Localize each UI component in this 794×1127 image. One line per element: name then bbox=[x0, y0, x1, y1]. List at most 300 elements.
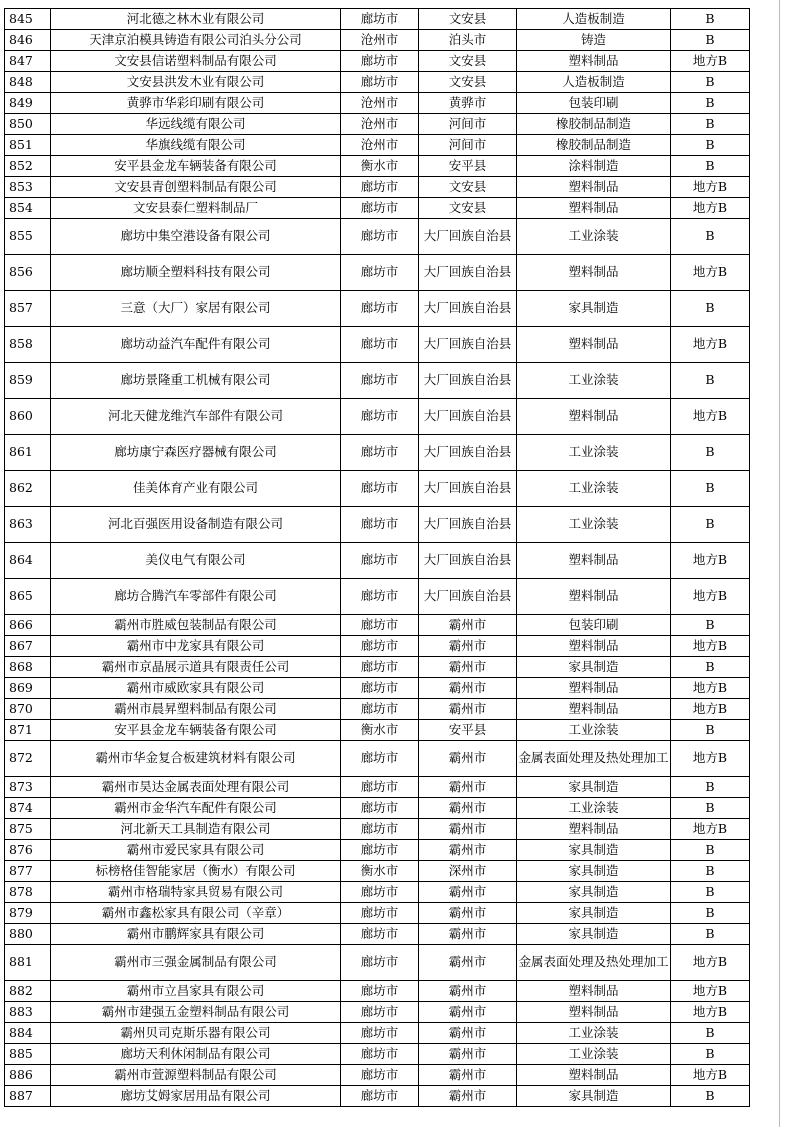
company-name-cell: 文安县泰仁塑料制品厂 bbox=[51, 198, 341, 219]
company-name-cell: 霸州市萱源塑料制品有限公司 bbox=[51, 1065, 341, 1086]
row-number-cell: 863 bbox=[5, 507, 51, 543]
city-cell: 廊坊市 bbox=[341, 657, 419, 678]
industry-cell: 家具制造 bbox=[517, 777, 671, 798]
row-number-cell: 882 bbox=[5, 981, 51, 1002]
table-row bbox=[5, 945, 750, 981]
table-row bbox=[5, 1002, 750, 1023]
city-cell: 廊坊市 bbox=[341, 327, 419, 363]
city-cell: 廊坊市 bbox=[341, 1023, 419, 1044]
enterprise-list-page bbox=[4, 8, 749, 1107]
performance-level-cell: B bbox=[671, 471, 750, 507]
city-cell: 廊坊市 bbox=[341, 678, 419, 699]
county-cell: 大厂回族自治县 bbox=[419, 543, 517, 579]
performance-level-cell: B bbox=[671, 93, 750, 114]
industry-cell: 工业涂装 bbox=[517, 363, 671, 399]
table-row bbox=[5, 981, 750, 1002]
performance-level-cell: 地方B bbox=[671, 255, 750, 291]
row-number-cell: 850 bbox=[5, 114, 51, 135]
city-cell: 廊坊市 bbox=[341, 882, 419, 903]
performance-level-cell: B bbox=[671, 861, 750, 882]
table-row bbox=[5, 1065, 750, 1086]
county-cell: 大厂回族自治县 bbox=[419, 471, 517, 507]
industry-cell: 工业涂装 bbox=[517, 219, 671, 255]
performance-level-cell: 地方B bbox=[671, 399, 750, 435]
table-row bbox=[5, 9, 750, 30]
county-cell: 文安县 bbox=[419, 72, 517, 93]
row-number-cell: 854 bbox=[5, 198, 51, 219]
performance-level-cell: B bbox=[671, 114, 750, 135]
table-row bbox=[5, 615, 750, 636]
industry-cell: 塑料制品 bbox=[517, 255, 671, 291]
table-row bbox=[5, 798, 750, 819]
table-row bbox=[5, 327, 750, 363]
table-row bbox=[5, 579, 750, 615]
city-cell: 廊坊市 bbox=[341, 435, 419, 471]
company-name-cell: 文安县信诺塑料制品有限公司 bbox=[51, 51, 341, 72]
city-cell: 廊坊市 bbox=[341, 798, 419, 819]
table-row bbox=[5, 1086, 750, 1107]
performance-level-cell: B bbox=[671, 219, 750, 255]
county-cell: 安平县 bbox=[419, 720, 517, 741]
company-name-cell: 黄骅市华彩印刷有限公司 bbox=[51, 93, 341, 114]
county-cell: 安平县 bbox=[419, 156, 517, 177]
performance-level-cell: B bbox=[671, 720, 750, 741]
county-cell: 黄骅市 bbox=[419, 93, 517, 114]
city-cell: 廊坊市 bbox=[341, 1065, 419, 1086]
county-cell: 霸州市 bbox=[419, 636, 517, 657]
row-number-cell: 853 bbox=[5, 177, 51, 198]
table-row bbox=[5, 678, 750, 699]
city-cell: 沧州市 bbox=[341, 114, 419, 135]
performance-level-cell: 地方B bbox=[671, 1002, 750, 1023]
county-cell: 霸州市 bbox=[419, 1044, 517, 1065]
company-name-cell: 廊坊中集空港设备有限公司 bbox=[51, 219, 341, 255]
row-number-cell: 874 bbox=[5, 798, 51, 819]
table-row bbox=[5, 840, 750, 861]
company-name-cell: 华远线缆有限公司 bbox=[51, 114, 341, 135]
city-cell: 廊坊市 bbox=[341, 399, 419, 435]
county-cell: 霸州市 bbox=[419, 699, 517, 720]
industry-cell: 塑料制品 bbox=[517, 399, 671, 435]
industry-cell: 塑料制品 bbox=[517, 51, 671, 72]
company-name-cell: 标榜格佳智能家居（衡水）有限公司 bbox=[51, 861, 341, 882]
city-cell: 沧州市 bbox=[341, 135, 419, 156]
industry-cell: 家具制造 bbox=[517, 1086, 671, 1107]
performance-level-cell: B bbox=[671, 1086, 750, 1107]
table-row bbox=[5, 507, 750, 543]
city-cell: 沧州市 bbox=[341, 30, 419, 51]
city-cell: 廊坊市 bbox=[341, 741, 419, 777]
table-row bbox=[5, 114, 750, 135]
city-cell: 廊坊市 bbox=[341, 840, 419, 861]
row-number-cell: 867 bbox=[5, 636, 51, 657]
performance-level-cell: B bbox=[671, 1044, 750, 1065]
county-cell: 文安县 bbox=[419, 198, 517, 219]
performance-level-cell: B bbox=[671, 777, 750, 798]
row-number-cell: 848 bbox=[5, 72, 51, 93]
city-cell: 廊坊市 bbox=[341, 363, 419, 399]
company-name-cell: 霸州市爱民家具有限公司 bbox=[51, 840, 341, 861]
row-number-cell: 866 bbox=[5, 615, 51, 636]
row-number-cell: 851 bbox=[5, 135, 51, 156]
company-name-cell: 霸州市三强金属制品有限公司 bbox=[51, 945, 341, 981]
row-number-cell: 881 bbox=[5, 945, 51, 981]
table-row bbox=[5, 819, 750, 840]
company-name-cell: 文安县洪发木业有限公司 bbox=[51, 72, 341, 93]
table-row bbox=[5, 363, 750, 399]
industry-cell: 家具制造 bbox=[517, 924, 671, 945]
city-cell: 廊坊市 bbox=[341, 72, 419, 93]
performance-level-cell: B bbox=[671, 435, 750, 471]
company-name-cell: 霸州市胜威包装制品有限公司 bbox=[51, 615, 341, 636]
city-cell: 廊坊市 bbox=[341, 636, 419, 657]
table-row bbox=[5, 177, 750, 198]
company-name-cell: 霸州贝司克斯乐器有限公司 bbox=[51, 1023, 341, 1044]
city-cell: 衡水市 bbox=[341, 861, 419, 882]
row-number-cell: 869 bbox=[5, 678, 51, 699]
row-number-cell: 872 bbox=[5, 741, 51, 777]
industry-cell: 涂料制造 bbox=[517, 156, 671, 177]
table-row bbox=[5, 72, 750, 93]
county-cell: 大厂回族自治县 bbox=[419, 327, 517, 363]
city-cell: 廊坊市 bbox=[341, 198, 419, 219]
company-name-cell: 廊坊天利休闲制品有限公司 bbox=[51, 1044, 341, 1065]
county-cell: 霸州市 bbox=[419, 678, 517, 699]
table-row bbox=[5, 657, 750, 678]
row-number-cell: 887 bbox=[5, 1086, 51, 1107]
row-number-cell: 879 bbox=[5, 903, 51, 924]
row-number-cell: 870 bbox=[5, 699, 51, 720]
city-cell: 廊坊市 bbox=[341, 903, 419, 924]
city-cell: 廊坊市 bbox=[341, 177, 419, 198]
row-number-cell: 858 bbox=[5, 327, 51, 363]
county-cell: 大厂回族自治县 bbox=[419, 435, 517, 471]
row-number-cell: 859 bbox=[5, 363, 51, 399]
city-cell: 衡水市 bbox=[341, 156, 419, 177]
row-number-cell: 871 bbox=[5, 720, 51, 741]
city-cell: 廊坊市 bbox=[341, 219, 419, 255]
industry-cell: 塑料制品 bbox=[517, 327, 671, 363]
county-cell: 霸州市 bbox=[419, 1002, 517, 1023]
industry-cell: 家具制造 bbox=[517, 291, 671, 327]
row-number-cell: 845 bbox=[5, 9, 51, 30]
county-cell: 霸州市 bbox=[419, 981, 517, 1002]
table-row bbox=[5, 135, 750, 156]
table-row bbox=[5, 636, 750, 657]
industry-cell: 家具制造 bbox=[517, 861, 671, 882]
county-cell: 霸州市 bbox=[419, 924, 517, 945]
city-cell: 廊坊市 bbox=[341, 291, 419, 327]
table-row bbox=[5, 435, 750, 471]
city-cell: 廊坊市 bbox=[341, 1086, 419, 1107]
company-name-cell: 廊坊合腾汽车零部件有限公司 bbox=[51, 579, 341, 615]
table-row bbox=[5, 255, 750, 291]
row-number-cell: 852 bbox=[5, 156, 51, 177]
table-row bbox=[5, 51, 750, 72]
city-cell: 廊坊市 bbox=[341, 615, 419, 636]
performance-level-cell: 地方B bbox=[671, 177, 750, 198]
performance-level-cell: B bbox=[671, 924, 750, 945]
county-cell: 霸州市 bbox=[419, 798, 517, 819]
county-cell: 霸州市 bbox=[419, 741, 517, 777]
industry-cell: 塑料制品 bbox=[517, 636, 671, 657]
county-cell: 霸州市 bbox=[419, 1023, 517, 1044]
company-name-cell: 佳美体育产业有限公司 bbox=[51, 471, 341, 507]
county-cell: 大厂回族自治县 bbox=[419, 255, 517, 291]
industry-cell: 塑料制品 bbox=[517, 579, 671, 615]
company-name-cell: 廊坊康宁森医疗器械有限公司 bbox=[51, 435, 341, 471]
company-name-cell: 安平县金龙车辆装备有限公司 bbox=[51, 720, 341, 741]
city-cell: 廊坊市 bbox=[341, 255, 419, 291]
table-row bbox=[5, 741, 750, 777]
table-body bbox=[5, 9, 750, 1107]
table-row bbox=[5, 903, 750, 924]
row-number-cell: 862 bbox=[5, 471, 51, 507]
row-number-cell: 856 bbox=[5, 255, 51, 291]
performance-level-cell: B bbox=[671, 1023, 750, 1044]
county-cell: 文安县 bbox=[419, 177, 517, 198]
company-name-cell: 霸州市威欧家具有限公司 bbox=[51, 678, 341, 699]
industry-cell: 包装印刷 bbox=[517, 93, 671, 114]
city-cell: 廊坊市 bbox=[341, 579, 419, 615]
city-cell: 廊坊市 bbox=[341, 981, 419, 1002]
county-cell: 大厂回族自治县 bbox=[419, 399, 517, 435]
row-number-cell: 883 bbox=[5, 1002, 51, 1023]
industry-cell: 橡胶制品制造 bbox=[517, 135, 671, 156]
city-cell: 衡水市 bbox=[341, 720, 419, 741]
industry-cell: 塑料制品 bbox=[517, 678, 671, 699]
company-name-cell: 霸州市京晶展示道具有限责任公司 bbox=[51, 657, 341, 678]
county-cell: 霸州市 bbox=[419, 840, 517, 861]
county-cell: 大厂回族自治县 bbox=[419, 219, 517, 255]
industry-cell: 工业涂装 bbox=[517, 798, 671, 819]
industry-cell: 家具制造 bbox=[517, 903, 671, 924]
table-row bbox=[5, 699, 750, 720]
row-number-cell: 861 bbox=[5, 435, 51, 471]
table-row bbox=[5, 882, 750, 903]
city-cell: 廊坊市 bbox=[341, 471, 419, 507]
table-row bbox=[5, 924, 750, 945]
performance-level-cell: B bbox=[671, 9, 750, 30]
performance-level-cell: 地方B bbox=[671, 981, 750, 1002]
company-name-cell: 霸州市建强五金塑料制品有限公司 bbox=[51, 1002, 341, 1023]
performance-level-cell: B bbox=[671, 798, 750, 819]
company-name-cell: 廊坊艾姆家居用品有限公司 bbox=[51, 1086, 341, 1107]
industry-cell: 塑料制品 bbox=[517, 699, 671, 720]
company-name-cell: 美仪电气有限公司 bbox=[51, 543, 341, 579]
county-cell: 霸州市 bbox=[419, 882, 517, 903]
company-name-cell: 霸州市立昌家具有限公司 bbox=[51, 981, 341, 1002]
company-name-cell: 霸州市鹏辉家具有限公司 bbox=[51, 924, 341, 945]
industry-cell: 塑料制品 bbox=[517, 177, 671, 198]
page-edge bbox=[779, 0, 780, 1127]
city-cell: 廊坊市 bbox=[341, 819, 419, 840]
industry-cell: 人造板制造 bbox=[517, 72, 671, 93]
performance-level-cell: B bbox=[671, 135, 750, 156]
company-name-cell: 廊坊景隆重工机械有限公司 bbox=[51, 363, 341, 399]
county-cell: 霸州市 bbox=[419, 903, 517, 924]
company-name-cell: 霸州市金华汽车配件有限公司 bbox=[51, 798, 341, 819]
row-number-cell: 884 bbox=[5, 1023, 51, 1044]
performance-level-cell: 地方B bbox=[671, 819, 750, 840]
table-row bbox=[5, 156, 750, 177]
company-name-cell: 河北天健龙维汽车部件有限公司 bbox=[51, 399, 341, 435]
company-name-cell: 河北百强医用设备制造有限公司 bbox=[51, 507, 341, 543]
industry-cell: 橡胶制品制造 bbox=[517, 114, 671, 135]
industry-cell: 工业涂装 bbox=[517, 435, 671, 471]
county-cell: 大厂回族自治县 bbox=[419, 291, 517, 327]
county-cell: 霸州市 bbox=[419, 1086, 517, 1107]
row-number-cell: 868 bbox=[5, 657, 51, 678]
county-cell: 大厂回族自治县 bbox=[419, 363, 517, 399]
performance-level-cell: 地方B bbox=[671, 678, 750, 699]
company-name-cell: 文安县青创塑料制品有限公司 bbox=[51, 177, 341, 198]
performance-level-cell: B bbox=[671, 156, 750, 177]
row-number-cell: 846 bbox=[5, 30, 51, 51]
table-row bbox=[5, 720, 750, 741]
industry-cell: 工业涂装 bbox=[517, 720, 671, 741]
industry-cell: 金属表面处理及热处理加工 bbox=[517, 741, 671, 777]
industry-cell: 金属表面处理及热处理加工 bbox=[517, 945, 671, 981]
performance-level-cell: 地方B bbox=[671, 327, 750, 363]
performance-level-cell: B bbox=[671, 507, 750, 543]
county-cell: 泊头市 bbox=[419, 30, 517, 51]
row-number-cell: 880 bbox=[5, 924, 51, 945]
performance-level-cell: 地方B bbox=[671, 741, 750, 777]
city-cell: 廊坊市 bbox=[341, 9, 419, 30]
row-number-cell: 873 bbox=[5, 777, 51, 798]
industry-cell: 塑料制品 bbox=[517, 819, 671, 840]
enterprise-table bbox=[4, 8, 750, 1107]
performance-level-cell: 地方B bbox=[671, 198, 750, 219]
company-name-cell: 霸州市格瑞特家具贸易有限公司 bbox=[51, 882, 341, 903]
performance-level-cell: B bbox=[671, 840, 750, 861]
table-row bbox=[5, 543, 750, 579]
company-name-cell: 廊坊顺全塑料科技有限公司 bbox=[51, 255, 341, 291]
industry-cell: 铸造 bbox=[517, 30, 671, 51]
performance-level-cell: 地方B bbox=[671, 945, 750, 981]
city-cell: 廊坊市 bbox=[341, 543, 419, 579]
industry-cell: 塑料制品 bbox=[517, 543, 671, 579]
county-cell: 霸州市 bbox=[419, 1065, 517, 1086]
performance-level-cell: 地方B bbox=[671, 543, 750, 579]
performance-level-cell: B bbox=[671, 30, 750, 51]
city-cell: 廊坊市 bbox=[341, 51, 419, 72]
city-cell: 廊坊市 bbox=[341, 1044, 419, 1065]
industry-cell: 塑料制品 bbox=[517, 1002, 671, 1023]
city-cell: 廊坊市 bbox=[341, 1002, 419, 1023]
table-row bbox=[5, 399, 750, 435]
county-cell: 霸州市 bbox=[419, 657, 517, 678]
industry-cell: 家具制造 bbox=[517, 840, 671, 861]
performance-level-cell: 地方B bbox=[671, 636, 750, 657]
performance-level-cell: B bbox=[671, 903, 750, 924]
performance-level-cell: 地方B bbox=[671, 51, 750, 72]
performance-level-cell: B bbox=[671, 72, 750, 93]
industry-cell: 工业涂装 bbox=[517, 1044, 671, 1065]
company-name-cell: 安平县金龙车辆装备有限公司 bbox=[51, 156, 341, 177]
performance-level-cell: B bbox=[671, 882, 750, 903]
row-number-cell: 876 bbox=[5, 840, 51, 861]
company-name-cell: 霸州市鑫松家具有限公司（辛章） bbox=[51, 903, 341, 924]
row-number-cell: 857 bbox=[5, 291, 51, 327]
row-number-cell: 855 bbox=[5, 219, 51, 255]
performance-level-cell: 地方B bbox=[671, 699, 750, 720]
company-name-cell: 河北新天工具制造有限公司 bbox=[51, 819, 341, 840]
row-number-cell: 878 bbox=[5, 882, 51, 903]
row-number-cell: 875 bbox=[5, 819, 51, 840]
company-name-cell: 河北德之林木业有限公司 bbox=[51, 9, 341, 30]
industry-cell: 包装印刷 bbox=[517, 615, 671, 636]
industry-cell: 工业涂装 bbox=[517, 1023, 671, 1044]
table-row bbox=[5, 777, 750, 798]
performance-level-cell: 地方B bbox=[671, 1065, 750, 1086]
row-number-cell: 860 bbox=[5, 399, 51, 435]
company-name-cell: 华旗线缆有限公司 bbox=[51, 135, 341, 156]
table-row bbox=[5, 198, 750, 219]
county-cell: 霸州市 bbox=[419, 819, 517, 840]
county-cell: 霸州市 bbox=[419, 615, 517, 636]
city-cell: 廊坊市 bbox=[341, 924, 419, 945]
row-number-cell: 847 bbox=[5, 51, 51, 72]
county-cell: 文安县 bbox=[419, 9, 517, 30]
county-cell: 大厂回族自治县 bbox=[419, 579, 517, 615]
industry-cell: 塑料制品 bbox=[517, 198, 671, 219]
row-number-cell: 877 bbox=[5, 861, 51, 882]
county-cell: 文安县 bbox=[419, 51, 517, 72]
industry-cell: 工业涂装 bbox=[517, 507, 671, 543]
table-row bbox=[5, 93, 750, 114]
industry-cell: 塑料制品 bbox=[517, 1065, 671, 1086]
industry-cell: 家具制造 bbox=[517, 882, 671, 903]
table-row bbox=[5, 291, 750, 327]
county-cell: 河间市 bbox=[419, 135, 517, 156]
table-row bbox=[5, 471, 750, 507]
performance-level-cell: 地方B bbox=[671, 579, 750, 615]
industry-cell: 工业涂装 bbox=[517, 471, 671, 507]
performance-level-cell: B bbox=[671, 363, 750, 399]
performance-level-cell: B bbox=[671, 657, 750, 678]
city-cell: 廊坊市 bbox=[341, 699, 419, 720]
county-cell: 河间市 bbox=[419, 114, 517, 135]
county-cell: 霸州市 bbox=[419, 777, 517, 798]
row-number-cell: 886 bbox=[5, 1065, 51, 1086]
row-number-cell: 865 bbox=[5, 579, 51, 615]
county-cell: 深州市 bbox=[419, 861, 517, 882]
table-row bbox=[5, 219, 750, 255]
company-name-cell: 三意（大厂）家居有限公司 bbox=[51, 291, 341, 327]
industry-cell: 家具制造 bbox=[517, 657, 671, 678]
row-number-cell: 885 bbox=[5, 1044, 51, 1065]
table-row bbox=[5, 30, 750, 51]
company-name-cell: 霸州市华金复合板建筑材料有限公司 bbox=[51, 741, 341, 777]
city-cell: 廊坊市 bbox=[341, 507, 419, 543]
table-row bbox=[5, 1023, 750, 1044]
city-cell: 沧州市 bbox=[341, 93, 419, 114]
industry-cell: 塑料制品 bbox=[517, 981, 671, 1002]
company-name-cell: 廊坊动益汽车配件有限公司 bbox=[51, 327, 341, 363]
company-name-cell: 天津京泊模具铸造有限公司泊头分公司 bbox=[51, 30, 341, 51]
performance-level-cell: B bbox=[671, 615, 750, 636]
company-name-cell: 霸州市中龙家具有限公司 bbox=[51, 636, 341, 657]
county-cell: 霸州市 bbox=[419, 945, 517, 981]
performance-level-cell: B bbox=[671, 291, 750, 327]
industry-cell: 人造板制造 bbox=[517, 9, 671, 30]
table-row bbox=[5, 861, 750, 882]
table-row bbox=[5, 1044, 750, 1065]
company-name-cell: 霸州市昊达金属表面处理有限公司 bbox=[51, 777, 341, 798]
county-cell: 大厂回族自治县 bbox=[419, 507, 517, 543]
